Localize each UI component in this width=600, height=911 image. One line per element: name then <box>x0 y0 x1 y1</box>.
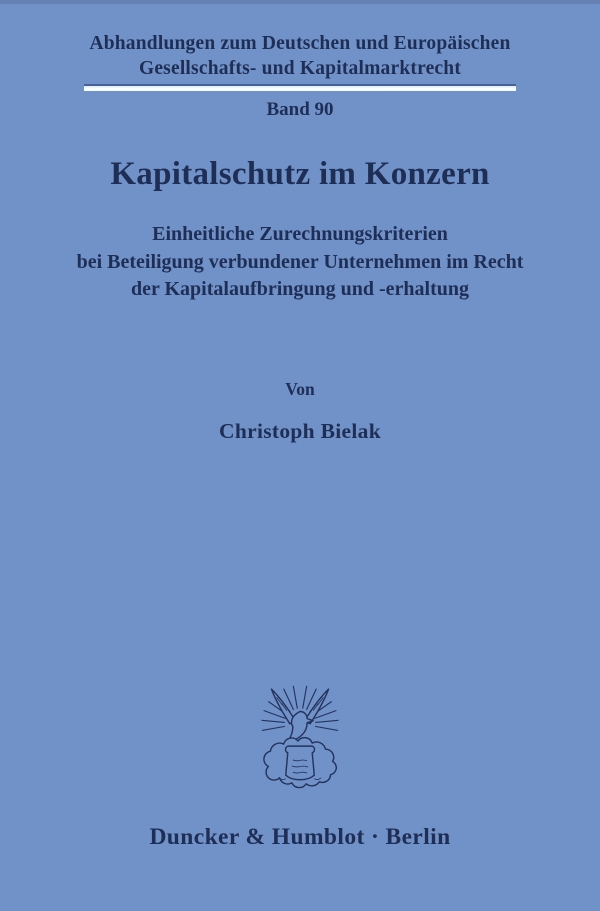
author-name: Christoph Bielak <box>219 419 381 443</box>
book-title: Kapitalschutz im Konzern <box>110 156 490 192</box>
phoenix-emblem-logo <box>254 685 346 793</box>
series-title-line2: Gesellschafts- und Kapitalmarktrecht <box>138 58 462 79</box>
series-title-line1: Abhandlungen zum Deutschen und Europäischen <box>89 33 511 54</box>
byline: Von <box>285 379 315 399</box>
subtitle-line-2: bei Beteiligung verbundener Unternehmen im Recht <box>76 250 524 273</box>
subtitle-line-1: Einheitliche Zurechnungskriterien <box>152 223 448 245</box>
publisher-imprint: Duncker & Humblot · Berlin <box>149 824 451 850</box>
subtitle-line-3: der Kapitalaufbringung und -erhaltung <box>130 278 470 300</box>
series-title <box>0 31 600 81</box>
series-divider-rule <box>84 84 516 91</box>
emblem-scroll <box>285 746 314 780</box>
volume-number: Band 90 <box>266 99 334 120</box>
book-subtitle <box>0 221 600 304</box>
